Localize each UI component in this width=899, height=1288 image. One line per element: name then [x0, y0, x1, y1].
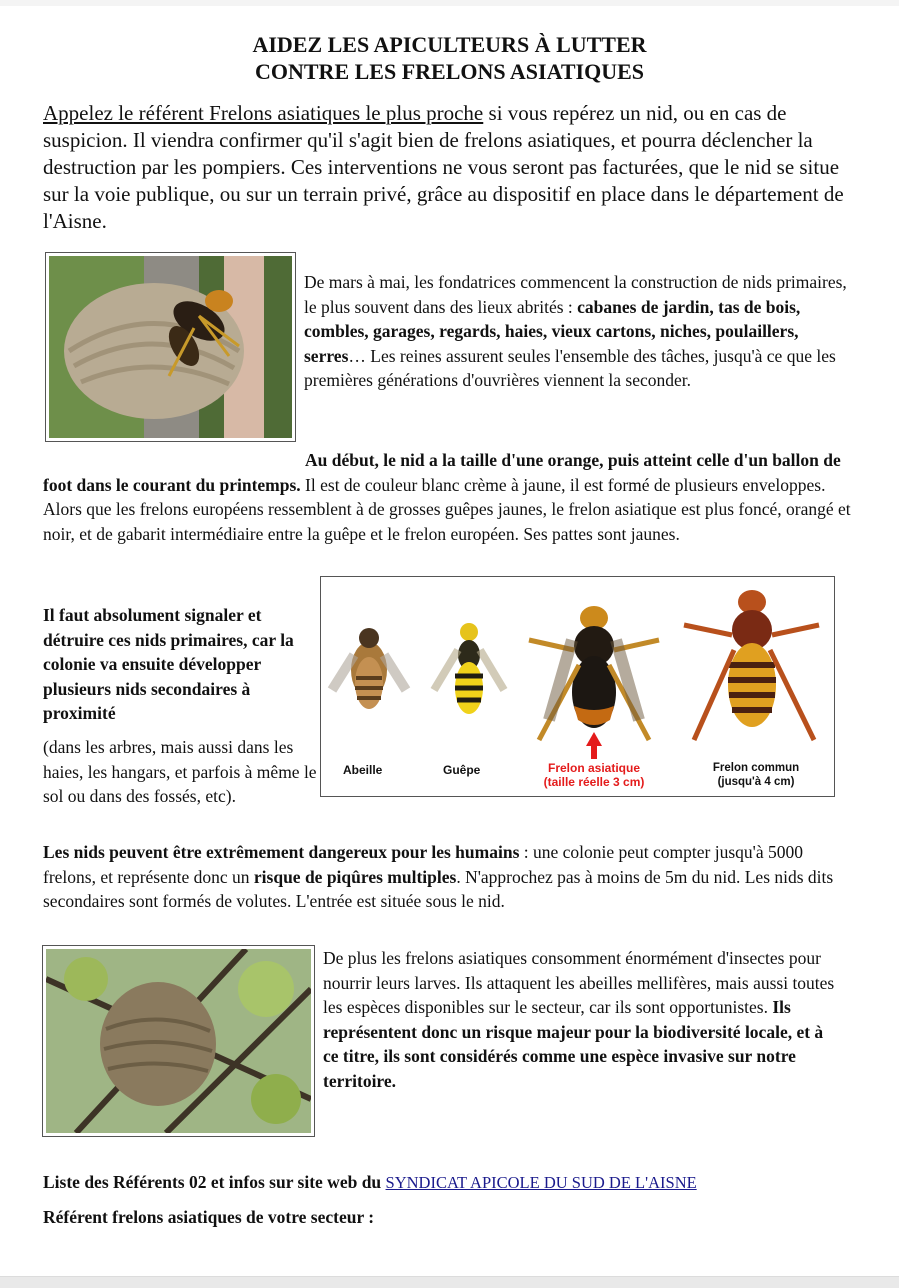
s5-text-1: De plus les frelons asiatiques consomment énormément d'insectes pour nourrir leurs larves. Ils attaquent les abeilles mellifères, mais aussi toutes les espèces disponibles sur le secteur, car ils sont opportunistes.	[323, 948, 835, 1017]
page-title	[0, 31, 899, 85]
label-asian-hornet-name: Frelon asiatique	[547, 761, 641, 775]
s4-text-2: . N'approchez pas à moins de 5m du nid. Les nids dits secondaires sont formés de volutes. L'entrée est située sous le nid.	[43, 866, 834, 911]
label-abeille: Abeille	[343, 763, 383, 777]
s4-bold-2: risque de piqûres multiples	[253, 866, 457, 887]
s1-text-2: … Les reines assurent seules l'ensemble des tâches, jusqu'à ce que les premières générations d'ouvrières viennent la seconder.	[304, 345, 836, 390]
s4-bold-1: Les nids peuvent être extrêmement dangereux pour les humains	[43, 842, 520, 862]
secondary-nest-photo	[42, 945, 315, 1137]
s5-bold-1: Ils représentent donc un risque majeur pour la biodiversité locale, et à ce titre, ils sont considérés comme une espèce invasive sur notre territoire.	[323, 997, 824, 1091]
referent-sector-line: Référent frelons asiatiques de votre secteur :	[43, 1207, 375, 1227]
s1-text-1: De mars à mai, les fondatrices commencent la construction de nids primaires, le plus souvent dans des lieux abrités :	[304, 272, 847, 317]
label-common-hornet-size: (jusqu'à 4 cm)	[717, 776, 795, 788]
title-line-1: AIDEZ LES APICULTEURS À LUTTER	[252, 32, 647, 57]
s2-text-1: Il est de couleur blanc crème à jaune, il est formé de plusieurs enveloppes. Alors que les frelons européens ressemblent à de grosses guêpes jaunes, le frelon asiatique est plus foncé, orangé et noir, et de gabarit intermédiaire entre la guêpe et le frelon européen. Ses pattes sont jaunes.	[43, 474, 851, 544]
section-primary-nests	[304, 270, 854, 393]
section-secondary-locations: (dans les arbres, mais aussi dans les haies, les hangars, et parfois à même le sol ou dans des fossés, etc).	[43, 737, 317, 806]
s4-text-1: : une colonie peut compter jusqu'à 5000 frelons, et représente donc un	[43, 842, 803, 887]
section-signal-destroy: Il faut absolument signaler et détruire ces nids primaires, car la colonie va ensuite développer plusieurs nids secondaires à proximité	[43, 605, 294, 723]
intro-text: si vous repérez un nid, ou en cas de suspicion. Il viendra confirmer qu'il s'agit bien de frelons asiatiques, et pourra déclencher la destruction par les pompiers. Ces interventions ne vous seront pas facturées, que le nid se situe sur la voie publique, ou sur un terrain privé, grâce au dispositif en place dans le département de l'Aisne.	[43, 101, 844, 233]
label-guepe: Guêpe	[443, 763, 481, 777]
s1-bold-1: cabanes de jardin, tas de bois, combles, garages, regards, haies, vieux cartons, niches, poulaillers, serres	[304, 296, 801, 366]
syndicat-link[interactable]: SYNDICAT APICOLE DU SUD DE L'AISNE	[385, 1173, 697, 1192]
label-common-hornet-name: Frelon commun	[712, 762, 800, 774]
label-asian-hornet	[519, 761, 669, 789]
top-edge	[0, 0, 899, 6]
label-common-hornet	[691, 761, 821, 789]
intro-paragraph	[43, 100, 863, 235]
title-line-2: CONTRE LES FRELONS ASIATIQUES	[255, 59, 644, 84]
section-biodiversity	[323, 946, 843, 1093]
referents-list-text: Liste des Référents 02 et infos sur site web du	[43, 1172, 386, 1192]
s2-bold-1: Au début, le nid a la taille d'une orange, puis atteint celle d'un ballon de foot dans le courant du printemps.	[43, 450, 841, 495]
section-nest-size	[43, 448, 859, 546]
section-danger	[43, 840, 859, 914]
hornet-comparison-image	[320, 576, 835, 797]
referent-link[interactable]: Appelez le référent Frelons asiatiques le plus proche	[43, 101, 484, 125]
bottom-edge	[0, 1276, 899, 1288]
referents-list-line	[43, 1172, 697, 1193]
primary-nest-photo	[45, 252, 296, 442]
label-asian-hornet-size: (taille réelle 3 cm)	[543, 775, 645, 789]
